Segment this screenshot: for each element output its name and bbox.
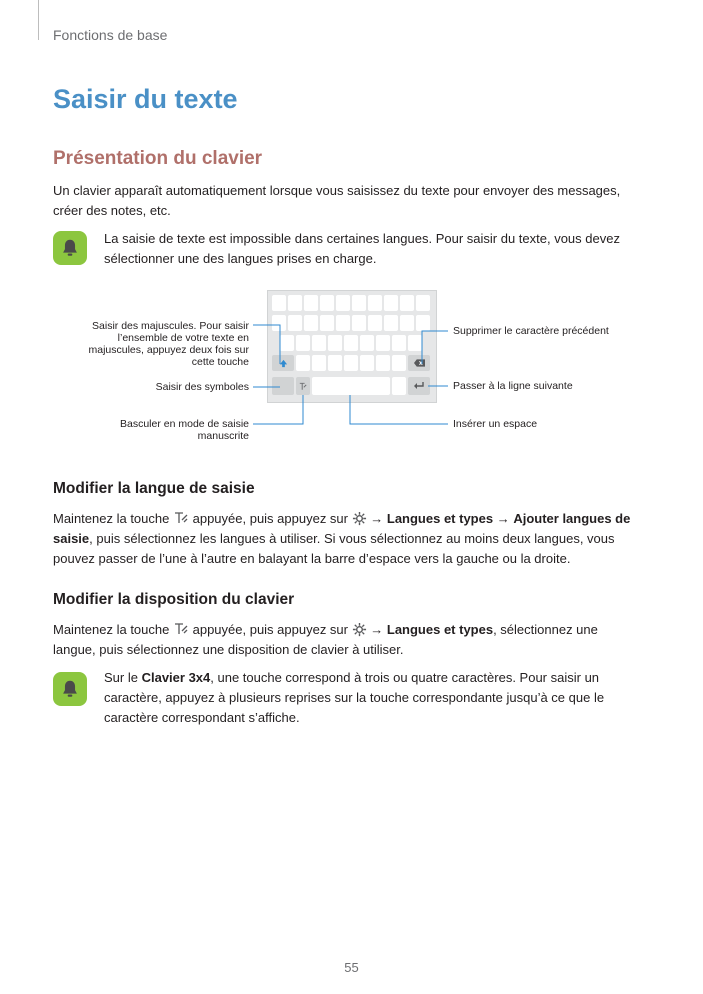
layout-text-2: appuyée, puis appuyez sur [192,622,348,637]
label-space: Insérer un espace [453,418,538,430]
label-caps: Saisir des majuscules. Pour saisir l’ensemble de votre texte en majuscules, appuyez deux fois sur cette touche [88,320,249,368]
section-heading-presentation: Présentation du clavier [53,148,263,169]
note-text-languages: La saisie de texte est impossible dans certaines langues. Pour saisir du texte, vous devez sélectionner une des langues prises en charge. [104,231,620,266]
page-title: Saisir du texte [53,84,238,114]
language-text-1: Maintenez la touche [53,511,170,526]
language-bold-2: Ajouter langues de saisie [53,511,631,546]
callout-caps-line [253,325,280,364]
language-paragraph [53,509,643,569]
language-text-3: , puis sélectionnez les langues à utiliser. Si vous sélectionnez au moins deux langues, vous pouvez passer de l’une à l’autre en balayant la barre d’espace vers la gauche ou la droite. [53,531,615,566]
note-3x4-bold: Clavier 3x4 [141,670,211,685]
callout-delete-line [422,331,448,364]
note-text-3x4 [104,668,644,728]
layout-text-1: Maintenez la touche [53,622,170,637]
layout-paragraph [53,620,643,660]
callout-handwriting-line [253,395,303,424]
section-header: Fonctions de base [53,27,168,43]
note-3x4-post: , une touche correspond à trois ou quatre caractères. Pour saisir un caractère, appuyez à plusieurs reprises sur la touche correspondante jusqu’à ce que le caractère correspondant s’affiche. [104,670,605,725]
language-bold-1: Langues et types [386,511,494,526]
language-text-2: appuyée, puis appuyez sur [192,511,348,526]
gear-icon [352,511,367,526]
language-arrow: → [370,511,384,526]
label-delete: Supprimer le caractère précédent [453,325,609,337]
note-3x4-pre: Sur le [104,670,138,685]
label-symbols: Saisir des symboles [155,381,249,393]
callout-space-line [350,395,448,424]
handwriting-icon [173,621,189,637]
label-handwriting: Basculer en mode de saisie manuscrite [120,418,249,442]
label-enter: Passer à la ligne suivante [453,380,573,392]
bell-icon [53,672,87,706]
intro-paragraph: Un clavier apparaît automatiquement lorsque vous saisissez du texte pour envoyer des messages, créer des notes, etc. [53,183,621,218]
language-arrow-2: → [496,511,510,526]
layout-bold-1: Langues et types [386,622,494,637]
section-heading-layout: Modifier la disposition du clavier [53,591,295,608]
handwriting-icon [173,510,189,526]
layout-arrow: → [370,622,384,637]
page-number: 55 [344,960,359,975]
gear-icon [352,622,367,637]
section-heading-language: Modifier la langue de saisie [53,480,255,497]
layout-text-3: , sélectionnez une langue, puis sélectionnez une disposition de clavier à utiliser. [53,622,598,657]
